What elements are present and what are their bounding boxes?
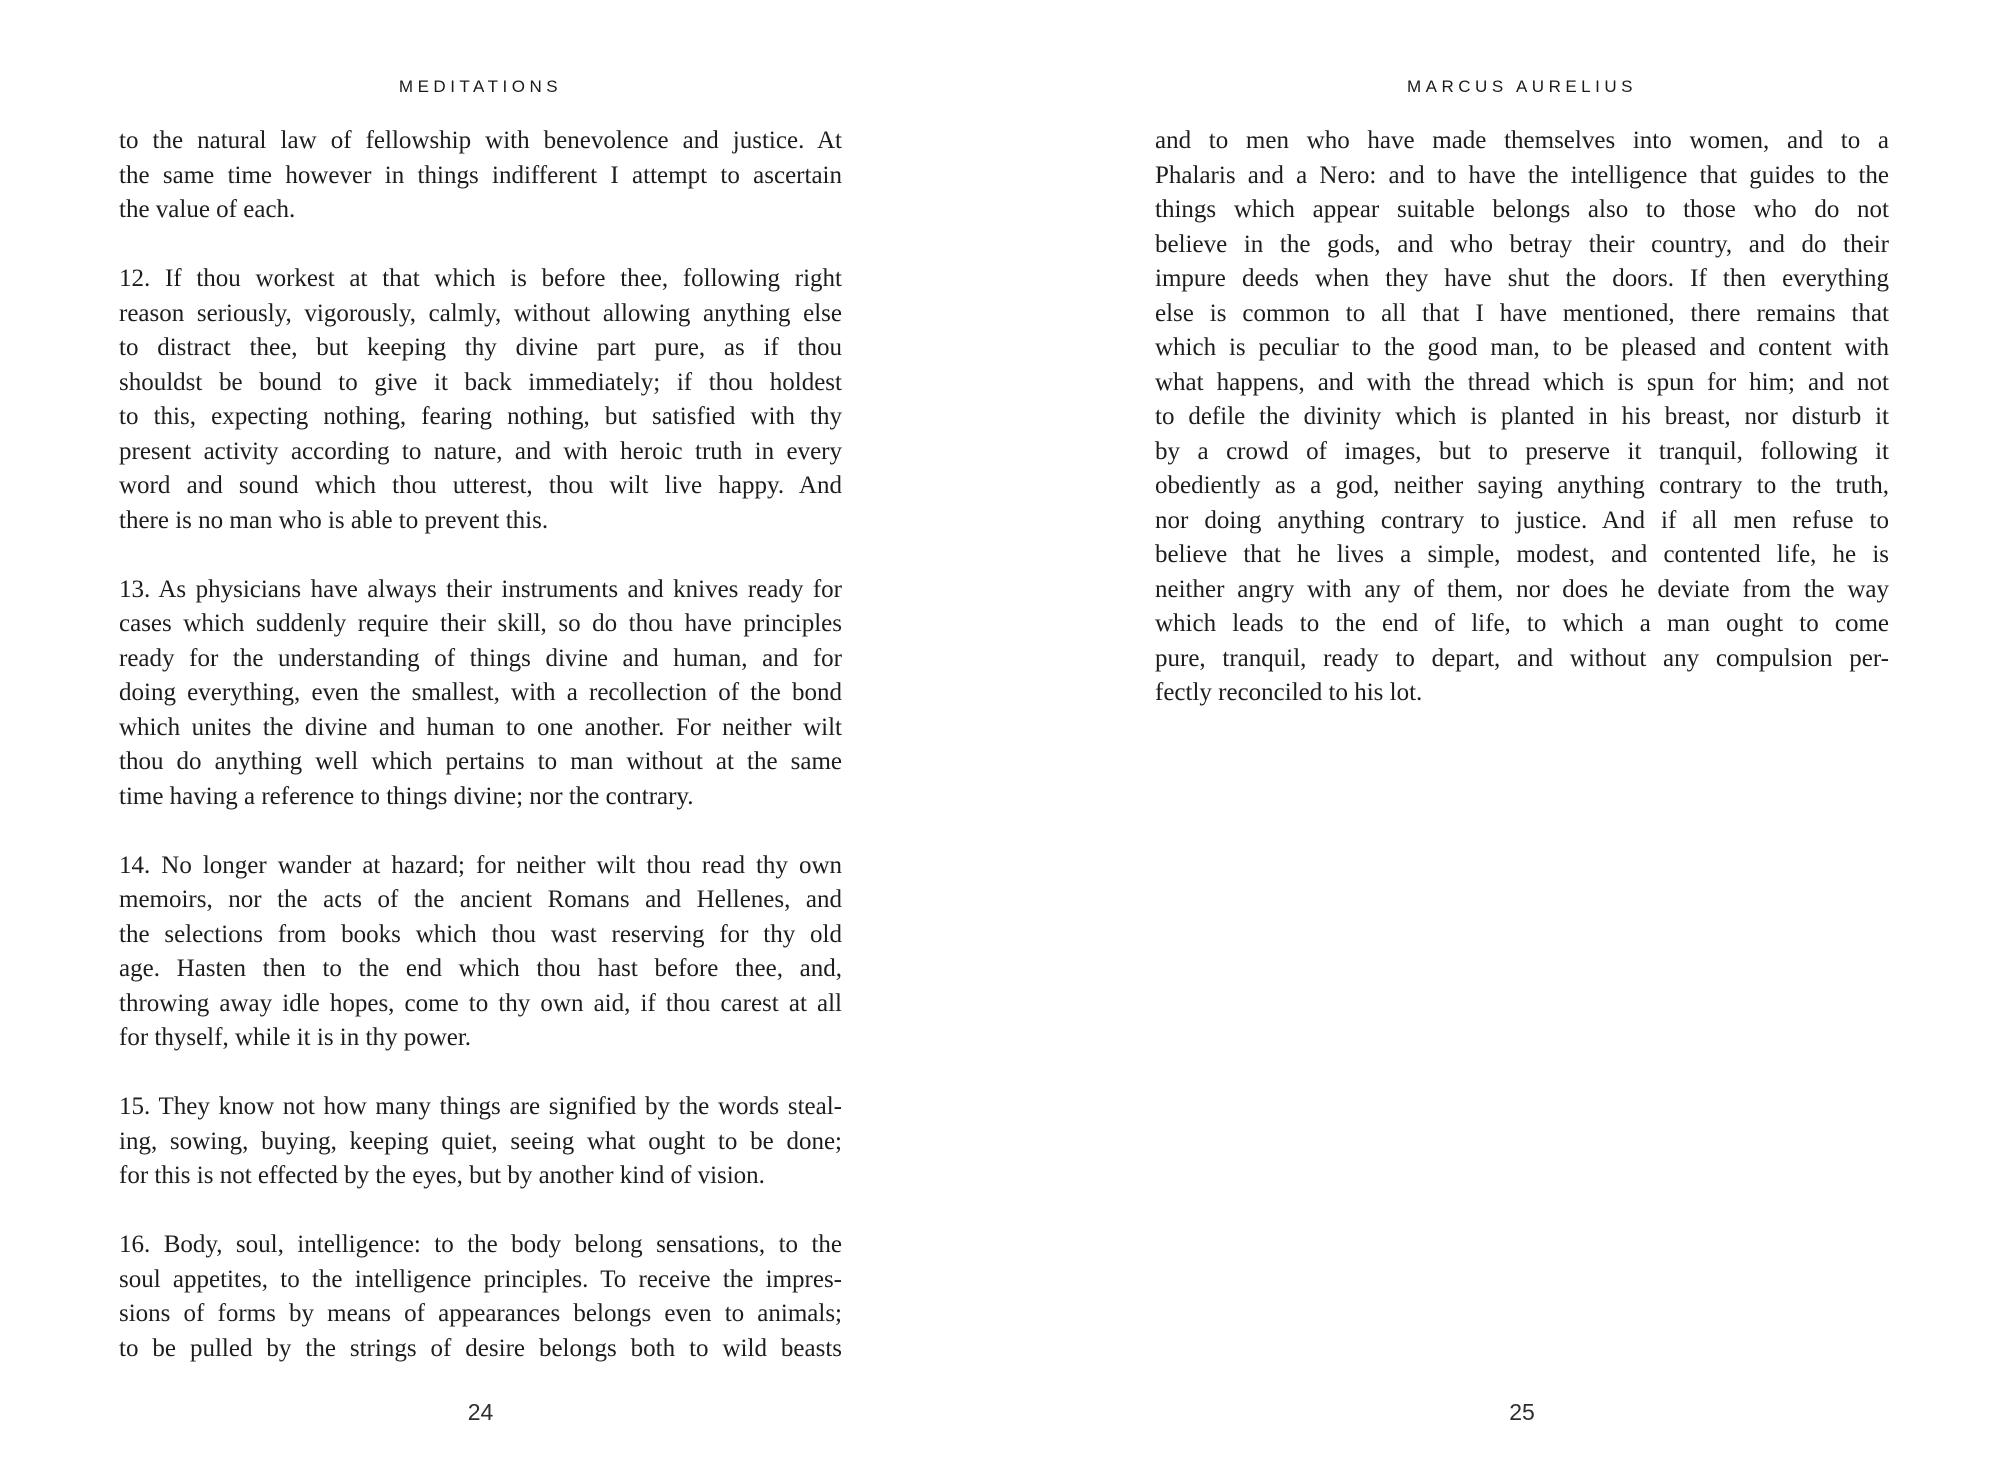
text-line: time having a reference to things divine; nor the contrary.	[119, 782, 694, 810]
right-body-text	[1155, 124, 1889, 711]
text-line: nor doing anything contrary to justice. And if all men refuse to	[1155, 506, 1889, 534]
text-line: ing, sowing, buying, keeping quiet, seeing what ought to be done;	[119, 1127, 842, 1155]
text-line: things which appear suitable belongs also to those who do not	[1155, 196, 1889, 223]
left-running-header: MEDITATIONS	[398, 77, 563, 96]
text-line: throwing away idle hopes, come to thy own aid, if thou carest at all	[119, 989, 842, 1017]
text-line: believe that he lives a simple, modest, and contented life, he is	[1155, 541, 1889, 568]
text-line: believe in the gods, and who betray their country, and do their	[1155, 230, 1889, 258]
text-line: Phalaris and a Nero: and to have the intelligence that guides to the	[1155, 161, 1889, 189]
text-line: for this is not effected by the eyes, but by another kind of vision.	[119, 1162, 765, 1189]
text-line: which unites the divine and human to one another. For neither wilt	[119, 713, 842, 741]
paragraph	[119, 1090, 842, 1194]
text-line: 14. No longer wander at hazard; for neither wilt thou read thy own	[119, 851, 842, 879]
paragraph	[119, 124, 842, 228]
text-line: 13. As physicians have always their instruments and knives ready for	[119, 575, 842, 603]
text-line: the selections from books which thou wast reserving for thy old	[119, 920, 842, 948]
text-line: soul appetites, to the intelligence principles. To receive the impres-	[119, 1265, 842, 1293]
paragraph	[119, 849, 842, 1056]
left-page-number: 24	[467, 1399, 494, 1425]
paragraph	[1155, 124, 1889, 711]
text-line: to this, expecting nothing, fearing nothing, but satisfied with thy	[119, 403, 842, 430]
right-running-header: MARCUS AURELIUS	[1407, 77, 1637, 96]
text-line: to defile the divinity which is planted in his breast, nor disturb it	[1155, 403, 1889, 430]
text-line: to be pulled by the strings of desire belongs both to wild beasts	[119, 1334, 842, 1362]
text-line: by a crowd of images, but to preserve it tranquil, following it	[1155, 437, 1889, 465]
text-line: 15. They know not how many things are signified by the words steal-	[119, 1093, 842, 1120]
text-line: ready for the understanding of things divine and human, and for	[119, 644, 842, 672]
text-line: the value of each.	[119, 196, 296, 223]
paragraph	[119, 262, 842, 538]
text-line: to the natural law of fellowship with benevolence and justice. At	[119, 127, 842, 154]
text-line: thou do anything well which pertains to man without at the same	[119, 748, 842, 775]
paragraph	[119, 573, 842, 815]
text-line: which leads to the end of life, to which a man ought to come	[1155, 610, 1889, 637]
text-line: present activity according to nature, and with heroic truth in every	[119, 437, 842, 465]
text-line: what happens, and with the thread which is spun for him; and not	[1155, 368, 1889, 396]
text-line: and to men who have made themselves into women, and to a	[1155, 127, 1889, 154]
text-line: reason seriously, vigorously, calmly, without allowing anything else	[119, 299, 842, 327]
text-line: memoirs, nor the acts of the ancient Romans and Hellenes, and	[119, 886, 842, 913]
text-line: there is no man who is able to prevent this.	[119, 506, 549, 534]
right-page	[1155, 0, 1889, 1473]
text-line: neither angry with any of them, nor does he deviate from the way	[1155, 575, 1889, 603]
right-page-number: 25	[1509, 1399, 1535, 1425]
text-line: cases which suddenly require their skill, so do thou have principles	[119, 610, 842, 637]
text-line: to distract thee, but keeping thy divine part pure, as if thou	[119, 334, 842, 361]
text-line: 12. If thou workest at that which is before thee, following right	[119, 265, 842, 292]
text-line: impure deeds when they have shut the doors. If then everything	[1155, 265, 1889, 292]
text-line: doing everything, even the smallest, with a recollection of the bond	[119, 679, 842, 706]
left-page	[119, 0, 842, 1473]
text-line: obediently as a god, neither saying anything contrary to the truth,	[1155, 472, 1889, 499]
text-line: 16. Body, soul, intelligence: to the body belong sensations, to the	[119, 1231, 842, 1258]
text-line: age. Hasten then to the end which thou hast before thee, and,	[119, 955, 842, 982]
left-body-text	[119, 124, 842, 1366]
text-line: which is peculiar to the good man, to be pleased and content with	[1155, 334, 1889, 361]
text-line: the same time however in things indifferent I attempt to ascertain	[119, 161, 842, 189]
text-line: word and sound which thou utterest, thou wilt live happy. And	[119, 472, 842, 499]
text-line: else is common to all that I have mentioned, there remains that	[1155, 299, 1889, 327]
text-line: for thyself, while it is in thy power.	[119, 1024, 472, 1051]
text-line: fectly reconciled to his lot.	[1155, 679, 1423, 706]
paragraph	[119, 1228, 842, 1366]
text-line: shouldst be bound to give it back immediately; if thou holdest	[119, 368, 842, 396]
text-line: pure, tranquil, ready to depart, and without any compulsion per-	[1155, 644, 1889, 672]
text-line: sions of forms by means of appearances belongs even to animals;	[119, 1300, 842, 1327]
